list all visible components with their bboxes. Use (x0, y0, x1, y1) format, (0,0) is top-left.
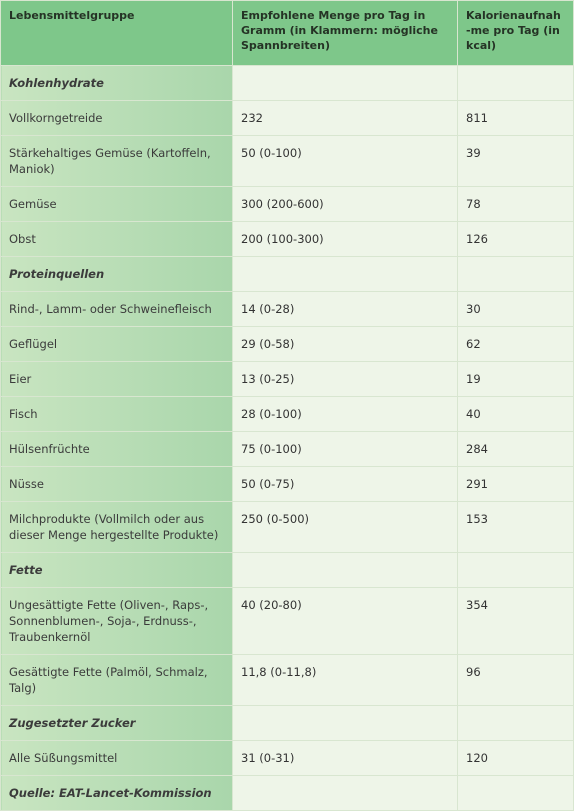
amount-cell: 232 (233, 101, 458, 136)
kcal-cell: 39 (458, 136, 574, 187)
food-group-cell: Proteinquellen (1, 257, 233, 292)
food-group-cell: Rind-, Lamm- oder Schweinefleisch (1, 292, 233, 327)
kcal-cell (458, 66, 574, 101)
food-group-cell: Gesättigte Fette (Palmöl, Schmalz, Talg) (1, 655, 233, 706)
table-row (1, 706, 574, 741)
table-row (1, 397, 574, 432)
amount-cell (233, 66, 458, 101)
amount-cell: 14 (0-28) (233, 292, 458, 327)
kcal-cell: 62 (458, 327, 574, 362)
table-row (1, 136, 574, 187)
amount-cell: 40 (20-80) (233, 588, 458, 655)
food-group-cell: Ungesättigte Fette (Oliven-, Raps-, Sonnenblumen-, Soja-, Erdnuss-, Traubenkernöl (1, 588, 233, 655)
food-group-cell: Milchprodukte (Vollmilch oder aus dieser Menge hergestellte Produkte) (1, 502, 233, 553)
kcal-cell (458, 776, 574, 811)
kcal-cell: 78 (458, 187, 574, 222)
food-group-cell: Alle Süßungsmittel (1, 741, 233, 776)
table-row (1, 187, 574, 222)
amount-cell: 11,8 (0-11,8) (233, 655, 458, 706)
amount-cell: 29 (0-58) (233, 327, 458, 362)
kcal-cell: 153 (458, 502, 574, 553)
amount-cell (233, 257, 458, 292)
kcal-cell: 811 (458, 101, 574, 136)
amount-cell: 300 (200-600) (233, 187, 458, 222)
amount-cell: 13 (0-25) (233, 362, 458, 397)
kcal-cell: 291 (458, 467, 574, 502)
table-row (1, 588, 574, 655)
kcal-cell: 30 (458, 292, 574, 327)
kcal-cell: 40 (458, 397, 574, 432)
table-row (1, 292, 574, 327)
amount-cell: 28 (0-100) (233, 397, 458, 432)
amount-cell: 75 (0-100) (233, 432, 458, 467)
table-row (1, 362, 574, 397)
table-row (1, 327, 574, 362)
header-calories: Kalorienaufnah-me pro Tag (in kcal) (458, 1, 574, 66)
amount-cell: 250 (0-500) (233, 502, 458, 553)
table-row (1, 467, 574, 502)
table-row (1, 502, 574, 553)
table-row (1, 776, 574, 811)
amount-cell: 50 (0-100) (233, 136, 458, 187)
amount-cell: 50 (0-75) (233, 467, 458, 502)
food-group-cell: Fisch (1, 397, 233, 432)
table-header (1, 1, 574, 66)
amount-cell: 31 (0-31) (233, 741, 458, 776)
amount-cell (233, 776, 458, 811)
kcal-cell: 354 (458, 588, 574, 655)
food-group-cell: Fette (1, 553, 233, 588)
header-recommended-amount: Empfohlene Menge pro Tag in Gramm (in Klammern: mögliche Spannbreiten) (233, 1, 458, 66)
kcal-cell (458, 257, 574, 292)
food-group-cell: Kohlenhydrate (1, 66, 233, 101)
table-row (1, 66, 574, 101)
food-group-cell: Geflügel (1, 327, 233, 362)
table-row (1, 432, 574, 467)
amount-cell (233, 706, 458, 741)
kcal-cell: 126 (458, 222, 574, 257)
table-row (1, 741, 574, 776)
food-group-cell: Obst (1, 222, 233, 257)
kcal-cell (458, 706, 574, 741)
kcal-cell (458, 553, 574, 588)
kcal-cell: 284 (458, 432, 574, 467)
food-group-cell: Nüsse (1, 467, 233, 502)
amount-cell: 200 (100-300) (233, 222, 458, 257)
table-row (1, 101, 574, 136)
table-row (1, 553, 574, 588)
amount-cell (233, 553, 458, 588)
kcal-cell: 96 (458, 655, 574, 706)
food-group-cell: Zugesetzter Zucker (1, 706, 233, 741)
header-food-group: Lebensmittelgruppe (1, 1, 233, 66)
source-cell: Quelle: EAT-Lancet-Kommission (1, 776, 233, 811)
header-row (1, 1, 574, 66)
food-group-cell: Gemüse (1, 187, 233, 222)
table-row (1, 222, 574, 257)
food-group-cell: Hülsenfrüchte (1, 432, 233, 467)
food-group-cell: Stärkehaltiges Gemüse (Kartoffeln, Maniok) (1, 136, 233, 187)
kcal-cell: 120 (458, 741, 574, 776)
table-row (1, 257, 574, 292)
table-row (1, 655, 574, 706)
food-group-cell: Eier (1, 362, 233, 397)
food-group-cell: Vollkorngetreide (1, 101, 233, 136)
kcal-cell: 19 (458, 362, 574, 397)
